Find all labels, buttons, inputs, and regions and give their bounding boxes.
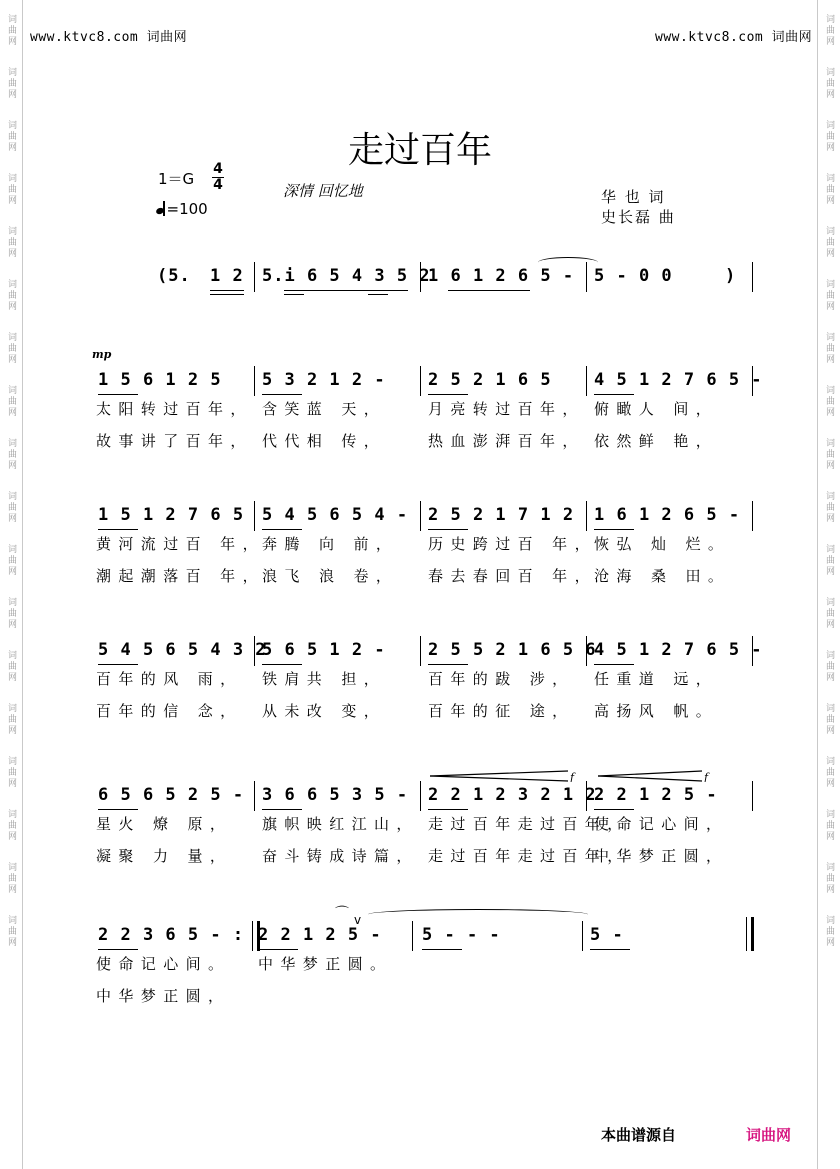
lyric-line-2: 代代相 传， [262,432,387,450]
side-watermark-mark: 词曲网 [824,173,834,206]
measure: 2 5 2 1 7 1 2 [428,505,575,525]
side-watermark-mark: 词曲网 [824,67,834,100]
beam-underline [590,949,630,950]
measure: 5 - - - [422,925,501,945]
beam-underline [594,809,634,810]
header-left-watermark: www.ktvc8.com 词曲网 [30,30,188,45]
lyric-line-2: 潮起潮落百 年， [96,567,265,585]
side-watermark-mark: 词曲网 [824,703,834,736]
breath-mark-icon: v [354,913,362,927]
side-watermark-mark: 词曲网 [6,862,16,895]
lyric-line-1: 俯瞰人 间， [594,400,719,418]
measure: 1 5 1 2 7 6 5 [98,505,245,525]
side-watermark-mark: 词曲网 [6,491,16,524]
side-watermark-mark: 词曲网 [824,14,834,47]
measure: 2 2 1 2 5 - [594,785,718,805]
intro-measure-1: 1 2 [210,266,244,286]
lyric-line-1: 星火 燎 原， [96,815,233,833]
lyric-line-1: 月亮转过百年， [428,400,585,418]
lyric-line-1: 旗帜映红江山， [262,815,419,833]
source-brand: 词曲网 [746,1126,792,1144]
lyric-line-2: 走过百年走过百年， [428,847,630,865]
beam-underline [428,529,468,530]
expression-marking: 深情 回忆地 [283,182,363,200]
svg-text:f: f [704,771,709,782]
side-watermark-mark: 词曲网 [824,650,834,683]
lyric-line-1: 历史跨过百 年， [428,535,597,553]
side-watermark-mark: 词曲网 [6,385,16,418]
time-signature [212,163,224,192]
side-watermark-mark: 词曲网 [6,650,16,683]
beam-underline [594,664,634,665]
barline [420,781,421,811]
beam-underline [98,664,138,665]
barline [752,366,753,396]
beam-underline [594,529,634,530]
lyric-line-2: 高扬风 帆。 [594,702,719,720]
intro-measure-2: 5.i 6 5 4 3 5 2 [262,266,431,286]
barline [586,781,587,811]
lyric-line-2: 浪飞 浪 卷， [262,567,399,585]
measure: 5 6 5 1 2 - [262,640,386,660]
measure: 2 5 5 2 1 6 5 6 [428,640,597,660]
side-watermark-mark: 词曲网 [6,173,16,206]
side-watermark-mark: 词曲网 [824,120,834,153]
side-watermark-mark: 词曲网 [824,332,834,365]
beam-underline [428,394,468,395]
barline [254,636,255,666]
key-signature: 1＝G [158,170,195,188]
side-watermark-mark: 词曲网 [824,756,834,789]
lyric-line-1: 使命记心间。 [96,955,231,973]
lyric-line-2: 春去春回百 年， [428,567,597,585]
barline [420,636,421,666]
lyricist-credit: 华 也 词 [601,188,666,206]
side-watermark-mark: 词曲网 [824,438,834,471]
svg-text:f: f [570,771,575,782]
side-watermark-mark: 词曲网 [6,438,16,471]
barline [254,501,255,531]
crescendo-hairpin [598,767,718,782]
dynamic-mp: mp [92,348,112,361]
lyric-line-1: 太阳转过百年， [96,400,253,418]
side-watermark-mark: 词曲网 [824,544,834,577]
barline [586,501,587,531]
beam-underline [262,394,302,395]
time-bottom: 4 [213,177,223,193]
right-watermark-strip [818,0,840,1169]
lyric-line-2: 从未改 变， [262,702,387,720]
measure: 3 6 6 5 3 5 - [262,785,409,805]
barline [586,366,587,396]
measure: 5 4 5 6 5 4 - [262,505,409,525]
barline [252,921,260,951]
tempo-marking: =100 [156,200,208,218]
lyric-line-1: 走过百年走过百年， [428,815,630,833]
lyric-line-1: 奔腾 向 前， [262,535,399,553]
side-watermark-mark: 词曲网 [824,597,834,630]
side-watermark-mark: 词曲网 [824,385,834,418]
lyric-line-2: 凝聚 力 量， [96,847,233,865]
lyric-line-1: 任重道 远， [594,670,719,688]
intro-measure-4: 5 - 0 0 [594,266,673,286]
beam-underline [428,664,468,665]
side-watermark-mark: 词曲网 [6,332,16,365]
lyric-line-2: 依然鲜 艳， [594,432,719,450]
barline [420,366,421,396]
barline [254,781,255,811]
lyric-line-2: 中华梦正圆， [96,987,231,1005]
side-watermark-mark: 词曲网 [6,809,16,842]
side-watermark-mark: 词曲网 [6,120,16,153]
side-watermark-mark: 词曲网 [6,226,16,259]
measure: 6 5 6 5 2 5 - [98,785,245,805]
barline [412,921,413,951]
lyric-line-1: 黄河流过百 年， [96,535,265,553]
intro-open: (5. [157,266,191,286]
beam-underline [98,529,138,530]
time-top: 4 [213,161,223,177]
right-frame-line [817,0,818,1169]
beam-underline [98,394,138,395]
lyric-line-2: 百年的征 途， [428,702,575,720]
source-label: 本曲谱源自 [601,1126,677,1144]
lyric-line-1: 中华梦正圆。 [258,955,393,973]
beam-underline [98,809,138,810]
side-watermark-mark: 词曲网 [6,756,16,789]
beam-underline [422,949,462,950]
side-watermark-mark: 词曲网 [6,279,16,312]
side-watermark-mark: 词曲网 [6,14,16,47]
lyric-line-2: 沧海 桑 田。 [594,567,731,585]
side-watermark-mark: 词曲网 [824,491,834,524]
left-watermark-strip [0,0,22,1169]
lyric-line-2: 百年的信 念， [96,702,243,720]
beam-underline [428,809,468,810]
side-watermark-mark: 词曲网 [824,226,834,259]
barline [752,501,753,531]
side-watermark-mark: 词曲网 [6,915,16,948]
lyric-line-1: 百年的跋 涉， [428,670,575,688]
lyric-line-1: 铁肩共 担， [262,670,387,688]
lyric-line-2: 中华梦正圆， [594,847,729,865]
side-watermark-mark: 词曲网 [824,862,834,895]
measure: 2 2 1 2 3 2 1 2 [428,785,597,805]
intro-measure-3: 1 6 1 2 6 5 - [428,266,575,286]
measure: 1 6 1 2 6 5 - [594,505,741,525]
beam-underline [262,529,302,530]
measure: 5 3 2 1 2 - [262,370,386,390]
barline [586,636,587,666]
final-barline [746,917,754,951]
measure: 4 5 1 2 7 6 5 - [594,370,763,390]
lyric-line-1: 恢弘 灿 烂。 [594,535,731,553]
measure: 2 5 2 1 6 5 [428,370,552,390]
fermata-icon: ⌒ [335,906,349,922]
side-watermark-mark: 词曲网 [824,915,834,948]
intro-close: ) [725,266,737,286]
side-watermark-mark: 词曲网 [824,809,834,842]
measure: 1 5 6 1 2 5 [98,370,222,390]
measure: 4 5 1 2 7 6 5 - [594,640,763,660]
measure: 5 4 5 6 5 4 3 2 [98,640,267,660]
beam-underline [262,809,302,810]
measure: 2 2 3 6 5 - : [98,925,245,945]
beam-underline [98,949,138,950]
header-right-watermark: www.ktvc8.com 词曲网 [655,30,813,45]
barline [752,781,753,811]
beam-underline [262,664,302,665]
side-watermark-mark: 词曲网 [6,703,16,736]
lyric-line-1: 百年的风 雨， [96,670,243,688]
composer-credit: 史长磊 曲 [601,208,676,226]
barline [254,366,255,396]
side-watermark-mark: 词曲网 [824,279,834,312]
beam-underline [594,394,634,395]
left-frame-line [22,0,23,1169]
tie [368,909,588,920]
crescendo-hairpin [430,767,575,782]
lyric-line-1: 含笑蓝 天， [262,400,387,418]
barline [582,921,583,951]
lyric-line-2: 故事讲了百年， [96,432,253,450]
lyric-line-1: 使命记心间， [594,815,729,833]
barline [752,636,753,666]
measure: 2 2 1 2 5 - [258,925,382,945]
measure: 5 - [590,925,624,945]
song-title: 走过百年 [347,130,492,171]
beam-underline [258,949,298,950]
side-watermark-mark: 词曲网 [6,544,16,577]
barline [420,501,421,531]
side-watermark-mark: 词曲网 [6,597,16,630]
side-watermark-mark: 词曲网 [6,67,16,100]
lyric-line-2: 热血澎湃百年， [428,432,585,450]
lyric-line-2: 奋斗铸成诗篇， [262,847,419,865]
